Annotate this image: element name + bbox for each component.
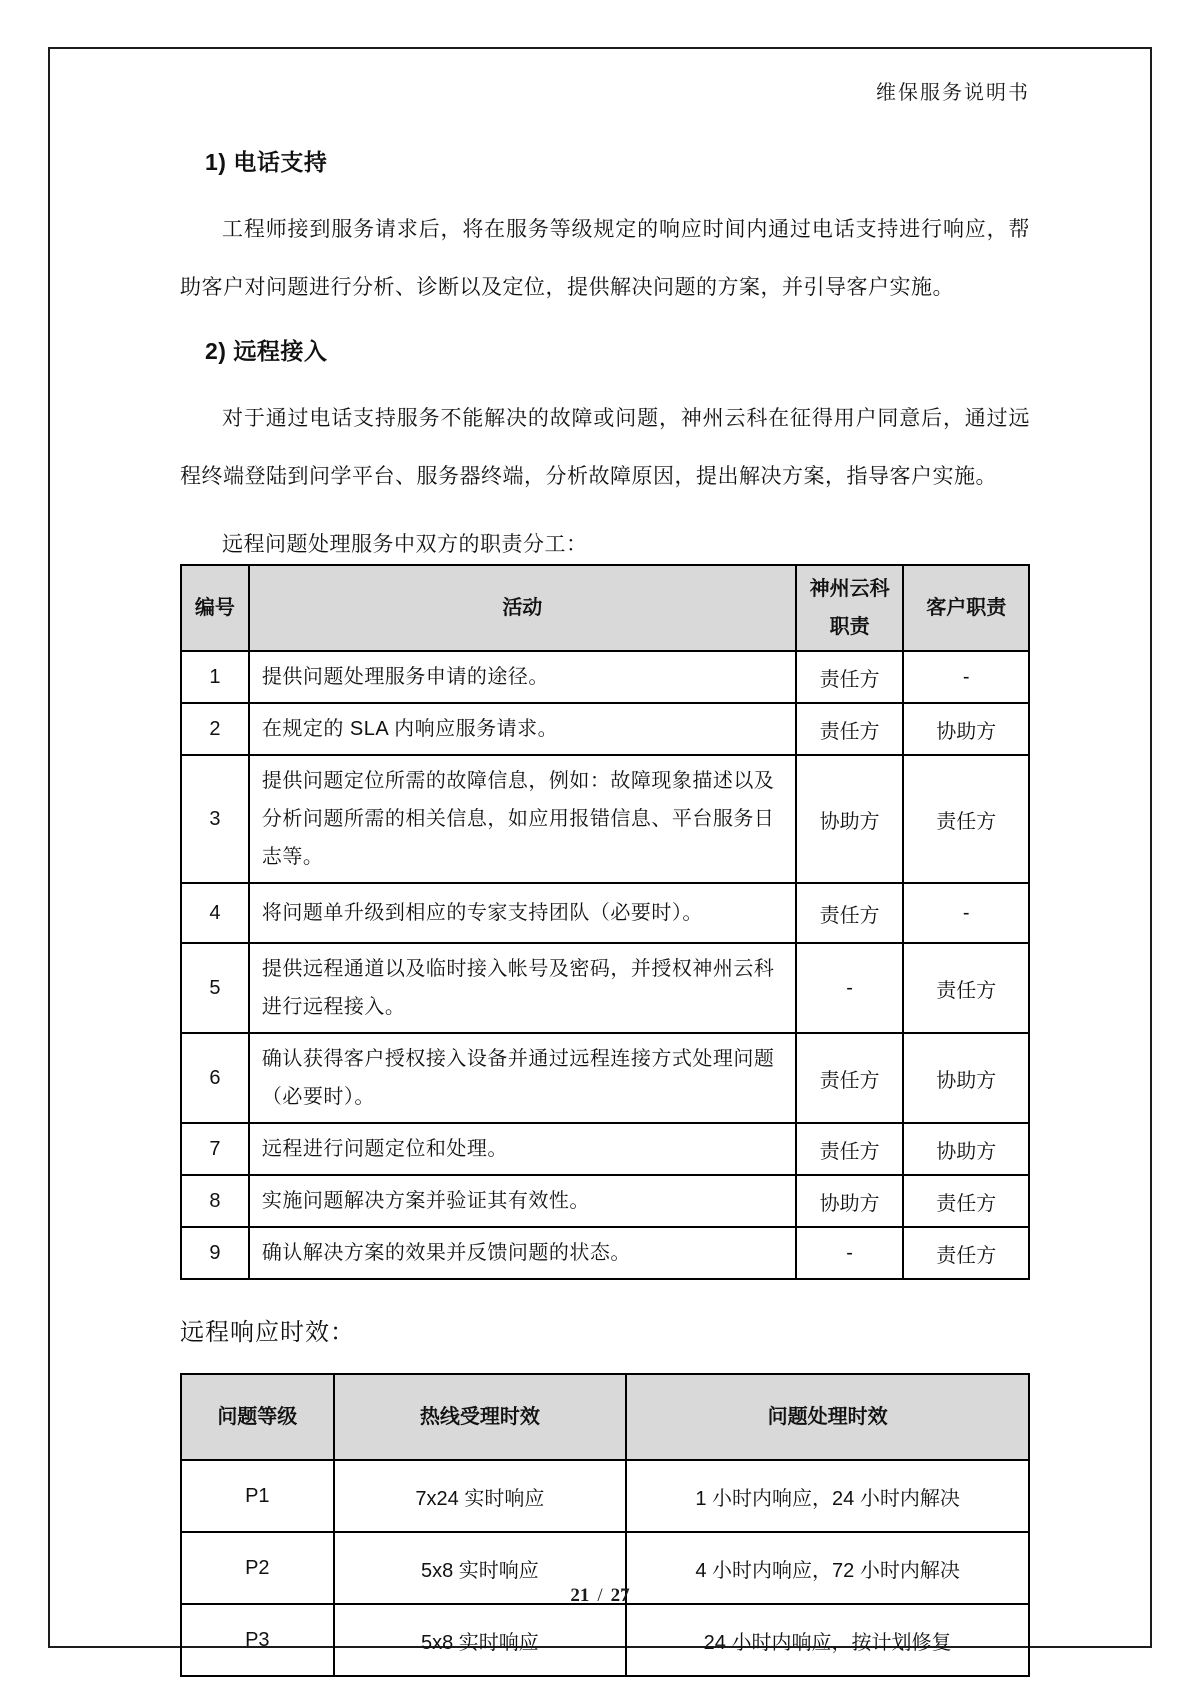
cell-activity: 在规定的 SLA 内响应服务请求。 (249, 703, 796, 755)
table-row (181, 1033, 1029, 1123)
cell-number: 6 (181, 1033, 249, 1123)
cell-customer-role: 责任方 (903, 943, 1029, 1033)
cell-activity: 提供远程通道以及临时接入帐号及密码，并授权神州云科进行远程接入。 (249, 943, 796, 1033)
cell-vendor-role: 责任方 (796, 651, 904, 703)
table-row (181, 703, 1029, 755)
paragraph-remote-access: 对于通过电话支持服务不能解决的故障或问题，神州云科在征得用户同意后，通过远程终端登陆到问学平台、服务器终端，分析故障原因，提出解决方案，指导客户实施。 (180, 407, 1030, 488)
sla-table (180, 1373, 1030, 1677)
cell-customer-role: 责任方 (903, 1227, 1029, 1279)
table-row (181, 943, 1029, 1033)
cell-number: 1 (181, 651, 249, 703)
cell-activity: 确认获得客户授权接入设备并通过远程连接方式处理问题（必要时）。 (249, 1033, 796, 1123)
table-row (181, 1460, 1029, 1532)
cell-problem-level: P3 (181, 1604, 334, 1676)
col-header-activity: 活动 (249, 565, 796, 651)
responsibility-table-header-row (181, 565, 1029, 651)
cell-customer-role: 协助方 (903, 1123, 1029, 1175)
responsibility-table-intro: 远程问题处理服务中双方的职责分工： (222, 533, 588, 556)
section-heading-remote-access: 2) 远程接入 (205, 338, 328, 364)
table-row (181, 1123, 1029, 1175)
cell-customer-role: 协助方 (903, 703, 1029, 755)
col-header-hotline-sla: 热线受理时效 (334, 1374, 627, 1460)
cell-hotline-sla: 7x24 实时响应 (334, 1460, 627, 1532)
cell-hotline-sla: 5x8 实时响应 (334, 1604, 627, 1676)
page-number-separator: / (597, 1585, 603, 1606)
cell-vendor-role: 协助方 (796, 1175, 904, 1227)
cell-problem-level: P1 (181, 1460, 334, 1532)
cell-number: 4 (181, 883, 249, 943)
cell-vendor-role: 协助方 (796, 755, 904, 883)
col-header-vendor-role: 神州云科职责 (796, 565, 904, 651)
cell-activity: 提供问题定位所需的故障信息，例如：故障现象描述以及分析问题所需的相关信息，如应用报错信息、平台服务日志等。 (249, 755, 796, 883)
sla-table-header-row (181, 1374, 1029, 1460)
sla-section-label: 远程响应时效： (180, 1319, 355, 1346)
cell-activity: 将问题单升级到相应的专家支持团队（必要时）。 (249, 883, 796, 943)
table-row (181, 755, 1029, 883)
cell-handling-sla: 1 小时内响应，24 小时内解决 (626, 1460, 1029, 1532)
cell-activity: 确认解决方案的效果并反馈问题的状态。 (249, 1227, 796, 1279)
paragraph-phone-support: 工程师接到服务请求后，将在服务等级规定的响应时间内通过电话支持进行响应，帮助客户对问题进行分析、诊断以及定位，提供解决问题的方案，并引导客户实施。 (180, 218, 1030, 299)
cell-vendor-role: - (796, 943, 904, 1033)
cell-handling-sla: 4 小时内响应，72 小时内解决 (626, 1532, 1029, 1604)
col-header-handling-sla: 问题处理时效 (626, 1374, 1029, 1460)
table-row (181, 883, 1029, 943)
cell-vendor-role: 责任方 (796, 883, 904, 943)
cell-handling-sla: 24 小时内响应，按计划修复 (626, 1604, 1029, 1676)
table-row (181, 1227, 1029, 1279)
responsibility-table (180, 564, 1030, 1280)
table-row (181, 1604, 1029, 1676)
cell-number: 2 (181, 703, 249, 755)
table-row (181, 651, 1029, 703)
cell-vendor-role: - (796, 1227, 904, 1279)
cell-number: 8 (181, 1175, 249, 1227)
cell-customer-role: - (903, 651, 1029, 703)
current-page-number: 21 (570, 1585, 590, 1606)
col-header-customer-role: 客户职责 (903, 565, 1029, 651)
cell-customer-role: 责任方 (903, 1175, 1029, 1227)
cell-activity: 实施问题解决方案并验证其有效性。 (249, 1175, 796, 1227)
running-header: 维保服务说明书 (876, 82, 1030, 104)
cell-number: 9 (181, 1227, 249, 1279)
cell-customer-role: 责任方 (903, 755, 1029, 883)
cell-vendor-role: 责任方 (796, 1033, 904, 1123)
table-row (181, 1175, 1029, 1227)
cell-activity: 远程进行问题定位和处理。 (249, 1123, 796, 1175)
page-body (180, 128, 1030, 1677)
cell-customer-role: 协助方 (903, 1033, 1029, 1123)
col-header-problem-level: 问题等级 (181, 1374, 334, 1460)
total-page-count: 27 (610, 1585, 630, 1606)
cell-number: 3 (181, 755, 249, 883)
page-number-footer (0, 1585, 1200, 1607)
cell-activity: 提供问题处理服务申请的途径。 (249, 651, 796, 703)
cell-hotline-sla: 5x8 实时响应 (334, 1532, 627, 1604)
cell-problem-level: P2 (181, 1532, 334, 1604)
cell-number: 5 (181, 943, 249, 1033)
section-heading-phone-support: 1) 电话支持 (205, 149, 328, 175)
cell-customer-role: - (903, 883, 1029, 943)
col-header-number: 编号 (181, 565, 249, 651)
cell-number: 7 (181, 1123, 249, 1175)
cell-vendor-role: 责任方 (796, 1123, 904, 1175)
cell-vendor-role: 责任方 (796, 703, 904, 755)
